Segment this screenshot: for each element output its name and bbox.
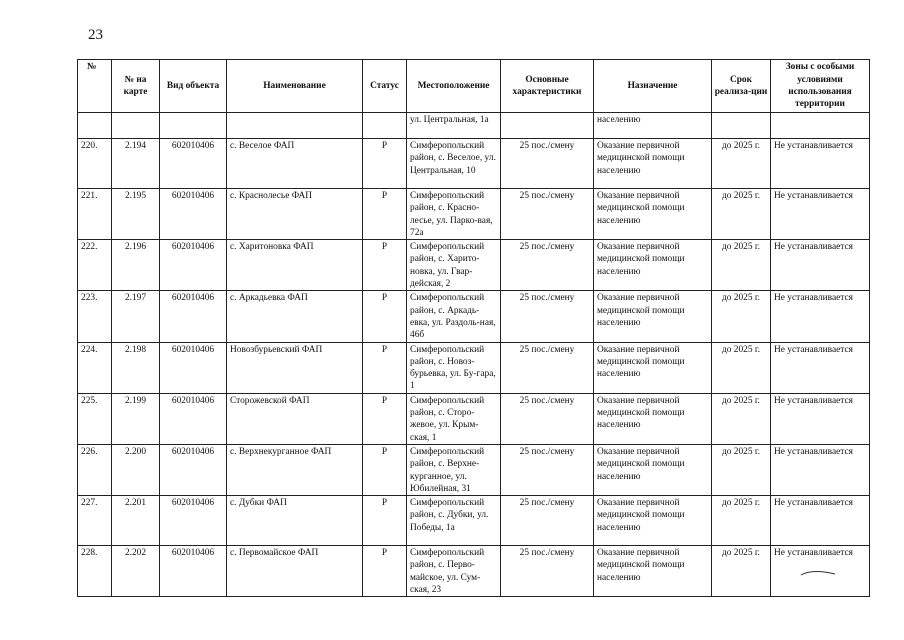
cell-empty [363, 113, 407, 139]
cell-name: Новозбурьевский ФАП [227, 342, 363, 393]
cell-empty [501, 113, 594, 139]
cell-purpose: Оказание первичной медицинской помощи населению [594, 342, 712, 393]
cell-term: до 2025 г. [712, 444, 771, 495]
cell-purpose: Оказание первичной медицинской помощи населению [594, 139, 712, 189]
header-type: Вид объекта [160, 60, 227, 113]
cell-type: 602010406 [160, 139, 227, 189]
cell-zones: Не устанавливается [771, 342, 870, 393]
cell-type: 602010406 [160, 393, 227, 444]
table-row [78, 291, 870, 342]
header-characteristics: Основные характеристики [501, 60, 594, 113]
cell-purpose: Оказание первичной медицинской помощи населению [594, 189, 712, 240]
cell-map: 2.197 [112, 291, 160, 342]
cell-zones: Не устанавливается [771, 496, 870, 546]
cell-term: до 2025 г. [712, 342, 771, 393]
cell-zones: Не устанавливается [771, 444, 870, 495]
header-status: Статус [363, 60, 407, 113]
pen-stroke-mark [800, 570, 836, 576]
header-term: Срок реализа-ции [712, 60, 771, 113]
cell-empty [771, 113, 870, 139]
cell-location: Симферопольский район, с. Аркадь-евка, ул. Раздоль-ная, 46б [407, 291, 501, 342]
cell-location: Симферопольский район, с. Перво-майское, ул. Сум-ская, 23 [407, 546, 501, 597]
cell-zones: Не устанавливается [771, 139, 870, 189]
cell-status: Р [363, 342, 407, 393]
cell-map: 2.196 [112, 240, 160, 291]
cell-map: 2.194 [112, 139, 160, 189]
cell-term: до 2025 г. [712, 496, 771, 546]
cell-num: 227. [78, 496, 112, 546]
cell-num: 220. [78, 139, 112, 189]
cell-num: 225. [78, 393, 112, 444]
header-zones: Зоны с особыми условиями использования территории [771, 60, 870, 113]
cell-name: с. Харитоновка ФАП [227, 240, 363, 291]
cell-characteristics: 25 пос./смену [501, 444, 594, 495]
cell-name: с. Первомайское ФАП [227, 546, 363, 597]
cell-location: Симферопольский район, с. Верхне-курганное, ул. Юбилейная, 31 [407, 444, 501, 495]
cell-num: 224. [78, 342, 112, 393]
cell-purpose: Оказание первичной медицинской помощи населению [594, 444, 712, 495]
cell-characteristics: 25 пос./смену [501, 393, 594, 444]
table-row [78, 240, 870, 291]
cell-num: 226. [78, 444, 112, 495]
table-row-continuation [78, 113, 870, 139]
cell-name: с. Верхнекурганное ФАП [227, 444, 363, 495]
cell-map: 2.200 [112, 444, 160, 495]
cell-type: 602010406 [160, 444, 227, 495]
table-row [78, 393, 870, 444]
cell-name: Сторожевской ФАП [227, 393, 363, 444]
cell-characteristics: 25 пос./смену [501, 546, 594, 597]
cell-map: 2.199 [112, 393, 160, 444]
cell-num: 228. [78, 546, 112, 597]
cell-status: Р [363, 240, 407, 291]
cell-map: 2.201 [112, 496, 160, 546]
cell-num: 222. [78, 240, 112, 291]
cell-characteristics: 25 пос./смену [501, 342, 594, 393]
cell-purpose: Оказание первичной медицинской помощи населению [594, 291, 712, 342]
cell-status: Р [363, 496, 407, 546]
cell-zones: Не устанавливается [771, 189, 870, 240]
cell-location: Симферопольский район, с. Сторо-жевое, ул. Крым-ская, 1 [407, 393, 501, 444]
cell-characteristics: 25 пос./смену [501, 291, 594, 342]
table-row [78, 546, 870, 597]
cell-term: до 2025 г. [712, 189, 771, 240]
cell-type: 602010406 [160, 496, 227, 546]
cell-status: Р [363, 546, 407, 597]
page-number: 23 [88, 27, 103, 43]
cell-empty [78, 113, 112, 139]
cell-name: с. Аркадьевка ФАП [227, 291, 363, 342]
cell-characteristics: 25 пос./смену [501, 240, 594, 291]
cell-zones: Не устанавливается [771, 291, 870, 342]
cell-characteristics: 25 пос./смену [501, 496, 594, 546]
cell-location: Симферопольский район, с. Харито-новка, ул. Гвар-дейская, 2 [407, 240, 501, 291]
cell-location: ул. Центральная, 1а [407, 113, 501, 139]
cell-num: 221. [78, 189, 112, 240]
cell-characteristics: 25 пос./смену [501, 189, 594, 240]
table-row [78, 342, 870, 393]
cell-location: Симферопольский район, с. Новоз-бурьевка, ул. Бу-гара, 1 [407, 342, 501, 393]
cell-term: до 2025 г. [712, 546, 771, 597]
table-header-row [78, 60, 870, 113]
cell-status: Р [363, 189, 407, 240]
cell-zones: Не устанавливается [771, 546, 870, 597]
cell-term: до 2025 г. [712, 393, 771, 444]
header-purpose: Назначение [594, 60, 712, 113]
cell-type: 602010406 [160, 240, 227, 291]
header-name: Наименование [227, 60, 363, 113]
cell-name: с. Дубки ФАП [227, 496, 363, 546]
cell-map: 2.198 [112, 342, 160, 393]
cell-term: до 2025 г. [712, 240, 771, 291]
cell-name: с. Веселое ФАП [227, 139, 363, 189]
cell-status: Р [363, 139, 407, 189]
cell-characteristics: 25 пос./смену [501, 139, 594, 189]
cell-purpose: населению [594, 113, 712, 139]
table-row [78, 496, 870, 546]
cell-term: до 2025 г. [712, 139, 771, 189]
cell-type: 602010406 [160, 291, 227, 342]
cell-empty [227, 113, 363, 139]
table-row [78, 444, 870, 495]
cell-status: Р [363, 444, 407, 495]
cell-purpose: Оказание первичной медицинской помощи населению [594, 393, 712, 444]
cell-map: 2.195 [112, 189, 160, 240]
cell-zones: Не устанавливается [771, 393, 870, 444]
cell-zones: Не устанавливается [771, 240, 870, 291]
cell-status: Р [363, 291, 407, 342]
cell-term: до 2025 г. [712, 291, 771, 342]
cell-type: 602010406 [160, 189, 227, 240]
table-row [78, 139, 870, 189]
header-map: № на карте [112, 60, 160, 113]
cell-status: Р [363, 393, 407, 444]
cell-map: 2.202 [112, 546, 160, 597]
cell-empty [160, 113, 227, 139]
cell-purpose: Оказание первичной медицинской помощи населению [594, 496, 712, 546]
cell-num: 223. [78, 291, 112, 342]
cell-type: 602010406 [160, 546, 227, 597]
cell-purpose: Оказание первичной медицинской помощи населению [594, 546, 712, 597]
table-row [78, 189, 870, 240]
cell-location: Симферопольский район, с. Красно-лесье, ул. Парко-вая, 72а [407, 189, 501, 240]
cell-purpose: Оказание первичной медицинской помощи населению [594, 240, 712, 291]
cell-name: с. Краснолесье ФАП [227, 189, 363, 240]
registry-table [77, 59, 870, 597]
cell-location: Симферопольский район, с. Дубки, ул. Победы, 1а [407, 496, 501, 546]
cell-empty [112, 113, 160, 139]
cell-type: 602010406 [160, 342, 227, 393]
header-num: № [78, 60, 112, 113]
header-location: Местоположение [407, 60, 501, 113]
cell-location: Симферопольский район, с. Веселое, ул. Центральная, 10 [407, 139, 501, 189]
cell-empty [712, 113, 771, 139]
